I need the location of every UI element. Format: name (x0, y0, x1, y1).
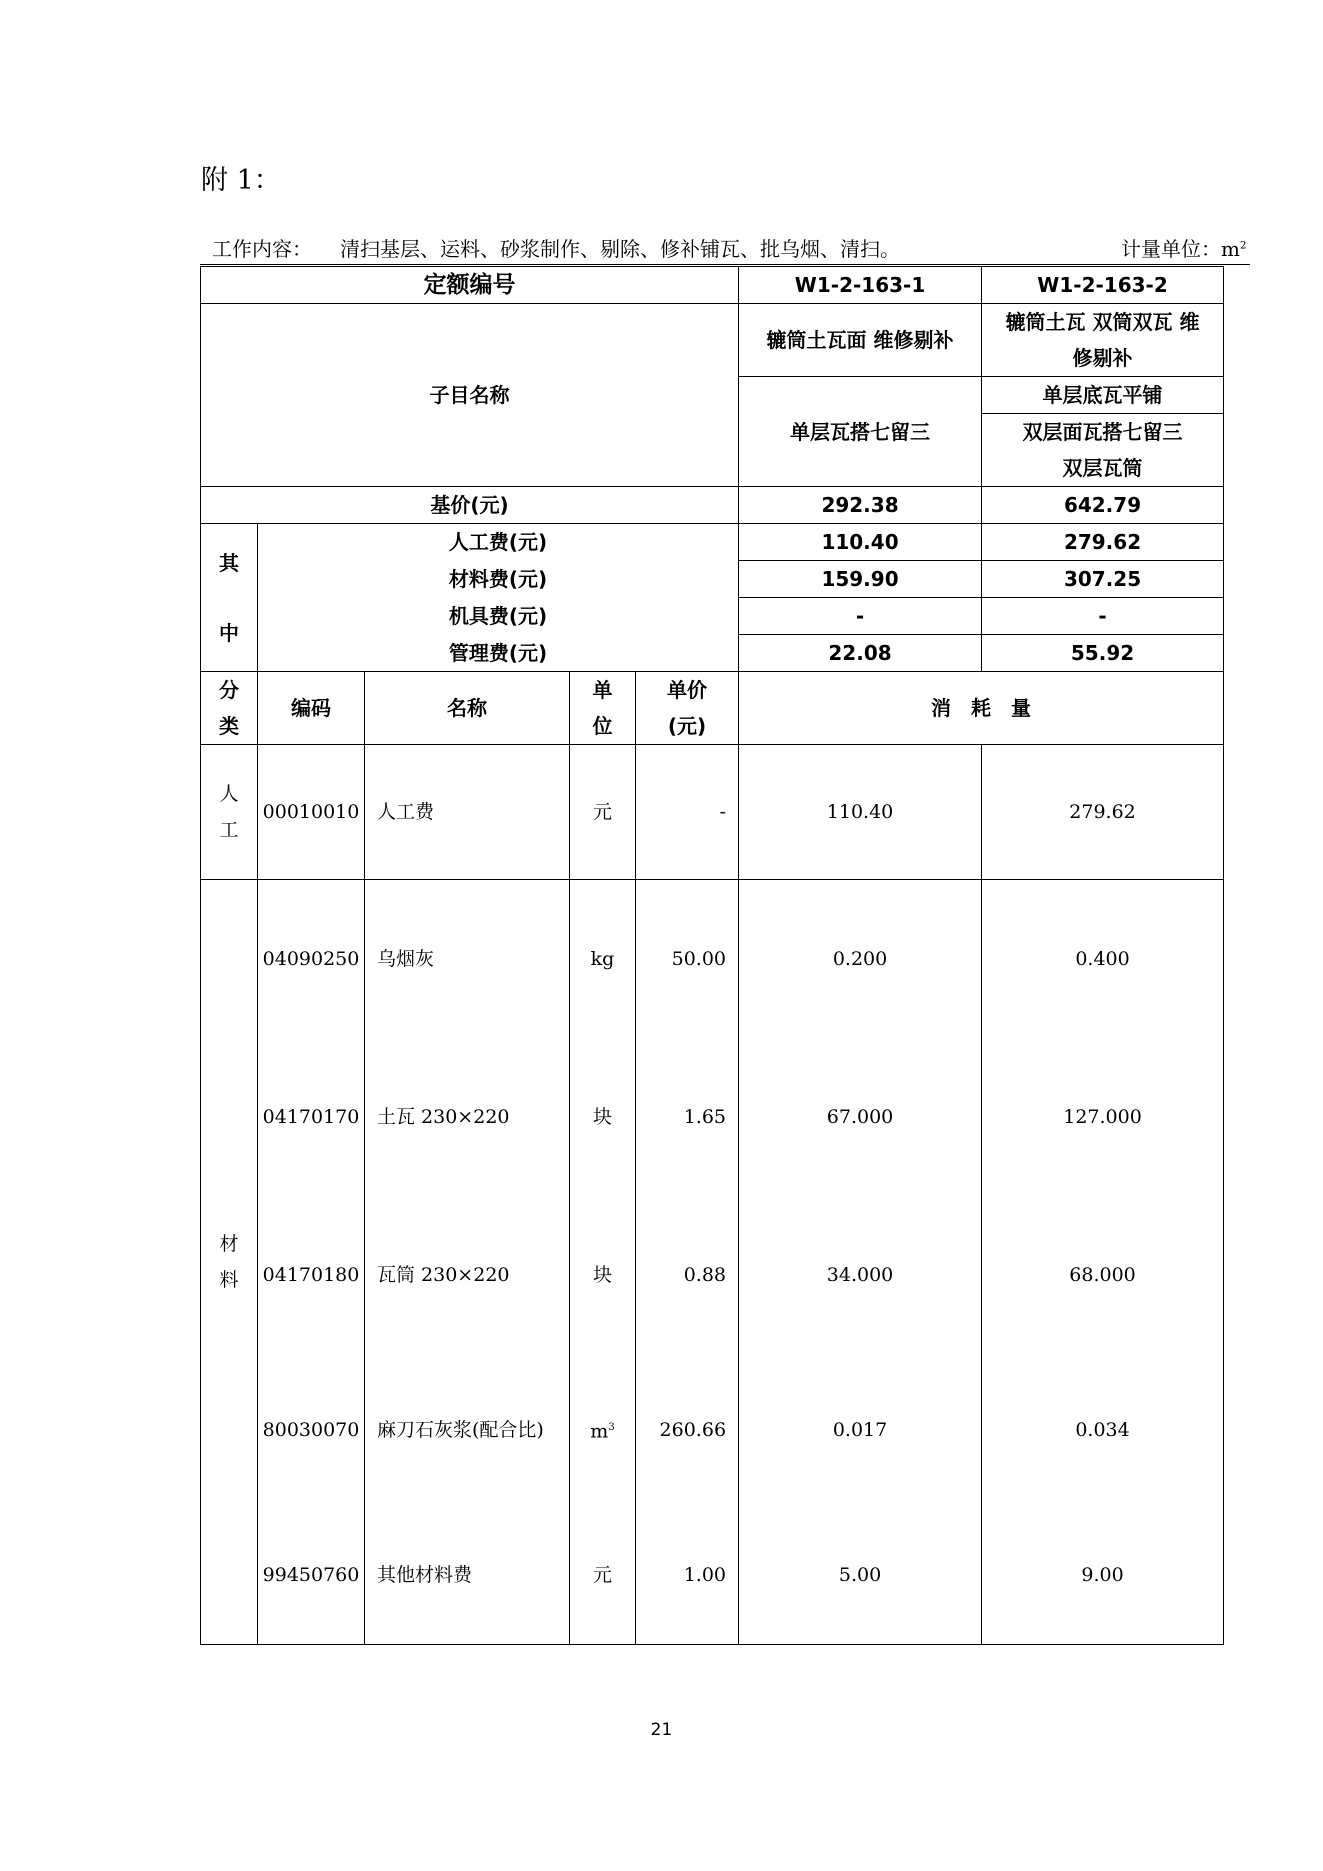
material-v1: 5.00 (739, 1507, 982, 1645)
material-category (201, 880, 258, 1645)
material-unit-text: kg (590, 947, 615, 970)
header-price (636, 672, 739, 745)
cost-row-material (201, 561, 1224, 598)
col1-desc: 单层瓦搭七留三 (739, 377, 982, 487)
cost-row-machine (201, 598, 1224, 635)
material-name: 瓦筒 230×220 (365, 1196, 570, 1354)
cost-value: 22.08 (739, 635, 982, 672)
measure-unit-sup: 2 (1239, 240, 1247, 252)
col2-name (982, 304, 1224, 377)
measure-unit-label: 计量单位： (1121, 237, 1221, 261)
material-category-1: 材 (219, 1233, 239, 1255)
measure-unit (1121, 233, 1246, 262)
material-code: 04090250 (258, 880, 365, 1038)
header-unit (570, 672, 636, 745)
material-unit (570, 1507, 636, 1645)
base-price-label: 基价(元) (201, 487, 739, 524)
labor-v2: 279.62 (982, 745, 1224, 880)
material-unit-text: 块 (592, 1263, 612, 1286)
cost-value: 279.62 (982, 524, 1224, 561)
col2-name-line2: 修剔补 (1072, 346, 1133, 370)
header-name: 名称 (365, 672, 570, 745)
item-name-row (201, 304, 1224, 377)
page-number: 21 (650, 1720, 673, 1740)
material-row (201, 880, 1224, 1038)
labor-row (201, 745, 1224, 880)
column-header-row (201, 672, 1224, 745)
header-price-2: (元) (667, 714, 707, 738)
header-price-1: 单价 (667, 678, 708, 702)
work-content (212, 233, 900, 262)
base-price-row (201, 487, 1224, 524)
material-price: 0.88 (636, 1196, 739, 1354)
material-code: 04170180 (258, 1196, 365, 1354)
material-unit-sup: 3 (608, 1422, 615, 1434)
labor-price: - (636, 745, 739, 880)
labor-category (201, 745, 258, 880)
material-unit-text: m (590, 1420, 609, 1443)
header-consumption: 消 耗 量 (739, 672, 1224, 745)
material-v1: 34.000 (739, 1196, 982, 1354)
material-v2: 0.400 (982, 880, 1224, 1038)
header-unit-1: 单 (592, 678, 613, 702)
material-v2: 9.00 (982, 1507, 1224, 1645)
cost-value: 159.90 (739, 561, 982, 598)
header-category (201, 672, 258, 745)
cost-value: 55.92 (982, 635, 1224, 672)
material-unit (570, 1038, 636, 1196)
work-content-label: 工作内容： (212, 237, 312, 261)
header-rule (200, 264, 1250, 265)
col2-desc3-line: 双层瓦筒 (1062, 456, 1143, 480)
material-v1: 0.200 (739, 880, 982, 1038)
base-price-col2: 642.79 (982, 487, 1224, 524)
labor-code: 00010010 (258, 745, 365, 880)
material-row (201, 1038, 1224, 1196)
material-v2: 0.034 (982, 1354, 1224, 1507)
cost-label: 材料费(元) (258, 561, 739, 598)
material-row (201, 1196, 1224, 1354)
header-unit-2: 位 (592, 714, 613, 738)
labor-name: 人工费 (365, 745, 570, 880)
labor-category-2: 工 (219, 819, 239, 841)
qizhong-label (201, 524, 258, 672)
material-category-2: 料 (219, 1269, 239, 1291)
cost-row-labor (201, 524, 1224, 561)
material-price: 1.65 (636, 1038, 739, 1196)
measure-unit-value: m (1221, 237, 1240, 261)
material-row (201, 1507, 1224, 1645)
material-name: 其他材料费 (365, 1507, 570, 1645)
cost-row-management (201, 635, 1224, 672)
material-v2: 127.000 (982, 1038, 1224, 1196)
base-price-col1: 292.38 (739, 487, 982, 524)
material-row (201, 1354, 1224, 1507)
material-price: 50.00 (636, 880, 739, 1038)
qizhong-char-1: 其 (219, 550, 239, 575)
material-v1: 0.017 (739, 1354, 982, 1507)
code-col2: W1-2-163-2 (982, 267, 1224, 304)
material-price: 1.00 (636, 1507, 739, 1645)
qizhong-char-2: 中 (219, 620, 239, 645)
cost-label: 机具费(元) (258, 598, 739, 635)
work-content-text: 清扫基层、运料、砂浆制作、剔除、修补铺瓦、批乌烟、清扫。 (340, 237, 900, 261)
cost-value: 110.40 (739, 524, 982, 561)
cost-label: 人工费(元) (258, 524, 739, 561)
header-code: 编码 (258, 672, 365, 745)
col2-desc1: 单层底瓦平铺 (982, 377, 1224, 414)
material-name: 土瓦 230×220 (365, 1038, 570, 1196)
cost-value: - (982, 598, 1224, 635)
material-code: 99450760 (258, 1507, 365, 1645)
material-code: 04170170 (258, 1038, 365, 1196)
header-category-1: 分 (219, 678, 239, 702)
col2-desc2 (982, 414, 1224, 487)
col2-name-line1: 辘筒土瓦 双筒双瓦 维 (1005, 310, 1200, 334)
col2-desc2-line: 双层面瓦搭七留三 (1022, 420, 1183, 444)
code-row (201, 267, 1224, 304)
material-name: 乌烟灰 (365, 880, 570, 1038)
material-code: 80030070 (258, 1354, 365, 1507)
material-unit (570, 1196, 636, 1354)
col1-name: 辘筒土瓦面 维修剔补 (739, 304, 982, 377)
code-label: 定额编号 (201, 267, 739, 304)
material-name: 麻刀石灰浆(配合比) (365, 1354, 570, 1507)
item-name-label: 子目名称 (201, 304, 739, 487)
material-unit-text: 元 (592, 1564, 612, 1587)
labor-category-1: 人 (219, 783, 239, 805)
cost-value: 307.25 (982, 561, 1224, 598)
header-category-2: 类 (219, 714, 239, 738)
cost-value: - (739, 598, 982, 635)
material-unit (570, 1354, 636, 1507)
material-unit (570, 880, 636, 1038)
material-v1: 67.000 (739, 1038, 982, 1196)
labor-unit: 元 (570, 745, 636, 880)
code-col1: W1-2-163-1 (739, 267, 982, 304)
quota-table (200, 266, 1224, 1645)
material-price: 260.66 (636, 1354, 739, 1507)
material-unit-text: 块 (592, 1105, 612, 1128)
cost-label: 管理费(元) (258, 635, 739, 672)
labor-v1: 110.40 (739, 745, 982, 880)
page-heading: 附 1： (201, 165, 281, 196)
material-v2: 68.000 (982, 1196, 1224, 1354)
